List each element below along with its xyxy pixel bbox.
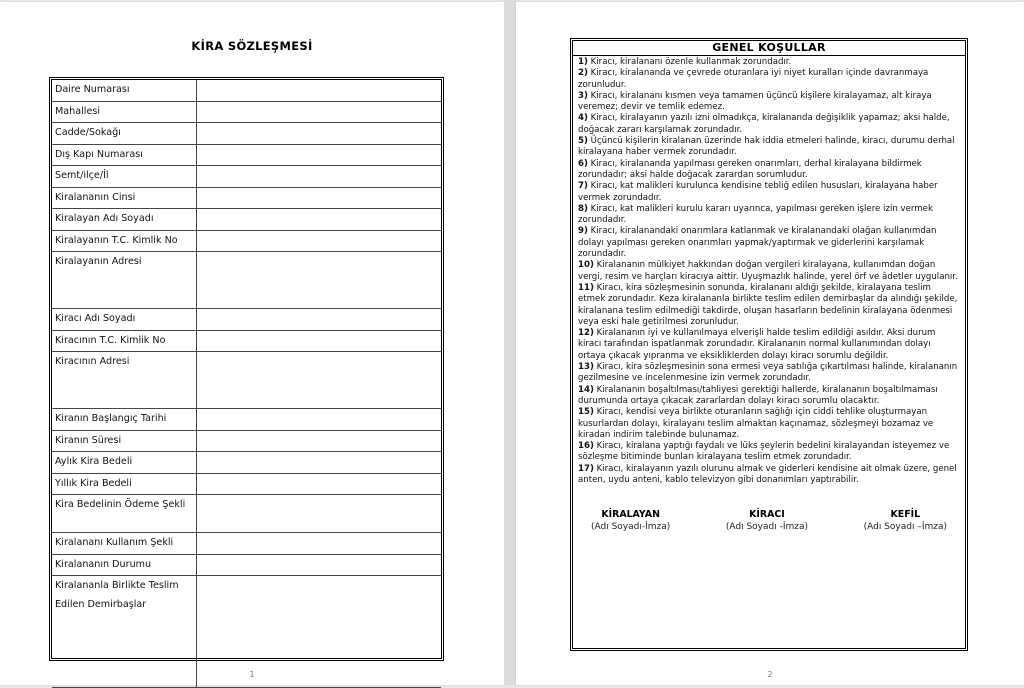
form-row: [52, 252, 441, 309]
rental-info-table: [52, 80, 441, 688]
form-row: [52, 144, 441, 166]
form-row-label: Kiralananla Birlikte Teslim Edilen Demirbaşlar: [52, 576, 197, 688]
form-row-value-field[interactable]: [197, 166, 442, 188]
form-row: [52, 209, 441, 231]
form-row-value-field[interactable]: [197, 144, 442, 166]
signature-3: [864, 508, 947, 534]
form-row-label: Kiralananın Durumu: [52, 554, 197, 576]
clause-number: 9): [578, 226, 588, 237]
form-row: [52, 101, 441, 123]
form-row: [52, 495, 441, 533]
clause-item: [578, 464, 960, 487]
page-1: [0, 2, 504, 685]
clause-text: Kiracı, kendisi veya birlikte oturanların sağlığı için ciddi tehlike oluşturmayan kusurlardan dolayı, kiralayanı teslim almaktan kaçınamaz, sözleşmeyi bozamaz ve kiradan indirim talebinde bulunamaz.: [578, 407, 934, 440]
clause-number: 2): [578, 68, 588, 79]
clause-number: 15): [578, 407, 594, 418]
clause-number: 6): [578, 158, 588, 169]
clause-text: Kiralananın mülkiyet hakkından doğan vergileri kiralayana, kullanımdan doğan vergi, resim ve harçları kiracıya aittir. Uyuşmazlık halinde, yerel örf ve âdetler uygulanır.: [578, 260, 958, 282]
form-row-value-field[interactable]: [197, 230, 442, 252]
clause-item: [578, 362, 960, 385]
form-row-label: Aylık Kira Bedeli: [52, 452, 197, 474]
clause-text: Kiracı, kiralananı kısmen veya tamamen üçüncü kişilere kiralayamaz, alt kiraya veremez; devir ve temlik edemez.: [578, 90, 932, 113]
form-row: [52, 330, 441, 352]
form-row-label: Semt/ilçe/İl: [52, 166, 197, 188]
form-row: [52, 123, 441, 145]
form-row: [52, 352, 441, 409]
form-row: [52, 166, 441, 188]
clause-item: [578, 226, 960, 260]
clause-number: 12): [578, 328, 594, 339]
clause-item: [578, 159, 960, 182]
clause-item: [578, 113, 960, 136]
form-row-value-field[interactable]: [197, 409, 442, 431]
clause-text: Kiracı, kiralanandaki onarımlara katlanmak ve kiralanandaki olağan kullanımdan dolayı yapılması gereken onarımları yapmak/yaptırmak ve giderlerini karşılamak zorundadır.: [578, 226, 937, 260]
clause-item: [578, 441, 960, 464]
form-row-label: Kiralananı Kullanım Şekli: [52, 533, 197, 555]
form-row: [52, 430, 441, 452]
form-row-value-field[interactable]: [197, 80, 442, 101]
page-number: 1: [249, 670, 255, 679]
signature-block: [573, 508, 965, 534]
clause-number: 4): [578, 113, 588, 124]
form-row: [52, 80, 441, 101]
page-2: [516, 2, 1024, 685]
general-conditions-box: [570, 38, 968, 651]
form-row-value-field[interactable]: [197, 495, 442, 533]
clause-text: Kiralananın boşaltılması/tahliyesi gerektiği hallerde, kiralananın boşaltılmaması durumunda ortaya çıkacak zararlardan dolayı kiracı sorumlu olacaktır.: [578, 384, 938, 406]
signature-note: (Adı Soyadı-İmza): [591, 522, 671, 533]
form-row: [52, 554, 441, 576]
form-row-value-field[interactable]: [197, 330, 442, 352]
clause-text: Kiralananın iyi ve kullanılmaya elverişli halde teslim edildiği asıldır. Aksi durum kiracı tarafından ispatlanmak zorundadır. Kiralananın normal kullanımından dolayı ortaya çıkacak yıpranma ve eksikliklerden dolayı kiracı sorumlu değildir.: [578, 328, 936, 361]
form-row-value-field[interactable]: [197, 187, 442, 209]
form-row-label: Kiralayanın T.C. Kimlik No: [52, 230, 197, 252]
signature-note: (Adı Soyadı –İmza): [863, 522, 947, 533]
clause-number: 3): [578, 90, 588, 101]
clause-item: [578, 181, 960, 204]
form-row: [52, 533, 441, 555]
clause-item: [578, 407, 960, 441]
clause-text: Kiracı, kat malikleri kurulu kararı uyarınca, yapılması gereken işlere izin vermek zorundadır.: [578, 203, 933, 226]
clause-text: Kiracı, kiralayanın yazılı izni olmadıkça, kiralananda değişiklik yapamaz; aksi halde, doğacak zararı karşılamak zorundadır.: [578, 113, 950, 135]
signature-role: KEFİL: [890, 509, 921, 521]
form-row-value-field[interactable]: [197, 554, 442, 576]
form-row-label: Daire Numarası: [52, 80, 197, 101]
form-row-label: Kiralayan Adı Soyadı: [52, 209, 197, 231]
form-row-value-field[interactable]: [197, 101, 442, 123]
clause-item: [578, 385, 960, 408]
form-row-label: Mahallesi: [52, 101, 197, 123]
page-number: 2: [767, 670, 773, 679]
signature-role: KİRACI: [749, 509, 785, 521]
clause-item: [578, 91, 960, 114]
clause-number: 5): [578, 136, 588, 147]
form-row-label: Cadde/Sokağı: [52, 123, 197, 145]
clause-list: [573, 56, 965, 486]
form-row-value-field[interactable]: [197, 452, 442, 474]
form-row-label: Kiralayanın Adresi: [52, 252, 197, 309]
form-row-label: Kira Bedelinin Ödeme Şekli: [52, 495, 197, 533]
form-row-label: Dış Kapı Numarası: [52, 144, 197, 166]
clause-text: Kiracı, kat malikleri kurulunca kendisine tebliğ edilen hususları, kiralayana haber vermek zorundadır.: [578, 181, 938, 203]
form-row: [52, 409, 441, 431]
form-row: [52, 187, 441, 209]
form-row-label: Kiracının Adresi: [52, 352, 197, 409]
form-row-label: Kiracının T.C. Kimlik No: [52, 330, 197, 352]
clause-number: 14): [578, 384, 594, 395]
clause-number: 1): [578, 57, 588, 67]
clause-text: Kiracı, kiralana yaptığı faydalı ve lüks şeylerin bedelini kiralayandan isteyemez ve sözleşme bitiminde bunları kiralayana teslim etmek zorundadır.: [578, 441, 950, 463]
clause-number: 7): [578, 181, 588, 192]
general-conditions-title: GENEL KOŞULLAR: [573, 41, 965, 56]
form-row-value-field[interactable]: [197, 352, 442, 409]
form-row-value-field[interactable]: [197, 473, 442, 495]
form-row-value-field[interactable]: [197, 309, 442, 331]
clause-item: [578, 204, 960, 227]
clause-number: 17): [578, 463, 594, 474]
form-row-label: Kiracı Adı Soyadı: [52, 309, 197, 331]
signature-1: [591, 508, 670, 534]
form-row: [52, 452, 441, 474]
form-row-label: Kiranın Süresi: [52, 430, 197, 452]
clause-number: 16): [578, 441, 594, 452]
clause-text: Üçüncü kişilerin kiralanan üzerinde hak iddia etmeleri halinde, kiracı, durumu derhal kiralayana haber vermek zorundadır.: [578, 136, 955, 158]
page-gutter: [504, 0, 516, 685]
clause-item: [578, 68, 960, 91]
form-row: [52, 230, 441, 252]
clause-text: Kiracı, kiralananda yapılması gereken onarımları, derhal kiralayana bildirmek zorundadır; aksi halde doğacak zarardan sorumludur.: [578, 158, 922, 180]
document-title: KİRA SÖZLEŞMESİ: [191, 39, 313, 53]
clause-number: 13): [578, 362, 594, 373]
clause-text: Kiracı, kiralananda ve çevrede oturanlara iyi niyet kuralları içinde davranmaya zorunludur.: [578, 68, 929, 90]
clause-text: Kiracı, kira sözleşmesinin sona ermesi veya satılığa çıkartılması halinde, kiralananın gezilmesine ve incelenmesine izin vermek zorundadır.: [578, 362, 958, 384]
clause-number: 11): [578, 282, 594, 293]
form-row-label: Yıllık Kira Bedeli: [52, 473, 197, 495]
signature-note: (Adı Soyadı -İmza): [725, 522, 809, 533]
clause-item: [578, 283, 960, 328]
form-row-label: Kiralananın Cinsi: [52, 187, 197, 209]
form-row-value-field[interactable]: [197, 430, 442, 452]
form-row-value-field[interactable]: [197, 533, 442, 555]
clause-number: 10): [578, 260, 594, 271]
form-row: [52, 473, 441, 495]
clause-text: Kiracı, kiralananı özenle kullanmak zorundadır.: [590, 57, 792, 67]
clause-item: [578, 136, 960, 159]
form-row-value-field[interactable]: [197, 123, 442, 145]
clause-text: Kiracı, kiralayanın yazılı olurunu almak ve giderleri kendisine ait olmak üzere, genel anten, uydu anteni, kablo televizyon gibi donanımları yaptırabilir.: [578, 463, 957, 485]
clause-text: Kiracı, kira sözleşmesinin sonunda, kiralananı aldığı şekilde, kiralayana teslim etmek zorundadır. Keza kiralananla birlikte teslim edilen demirbaşlar da alındığı şekilde, kiralanana teslim edilmediği takdirde, oluşan hasarların bedelinin kiralayana ödenmesi veya eski hale getirilmesi zorunludur.: [578, 282, 958, 327]
signature-role: KİRALAYAN: [601, 509, 660, 521]
form-row-value-field[interactable]: [197, 252, 442, 309]
clause-item: [578, 328, 960, 362]
form-row-label: Kiranın Başlangıç Tarihi: [52, 409, 197, 431]
form-row-value-field[interactable]: [197, 209, 442, 231]
signature-2: [726, 508, 808, 534]
clause-item: [578, 57, 960, 68]
clause-number: 8): [578, 203, 588, 214]
clause-item: [578, 260, 960, 283]
rental-info-form: [49, 77, 444, 661]
form-row: [52, 309, 441, 331]
